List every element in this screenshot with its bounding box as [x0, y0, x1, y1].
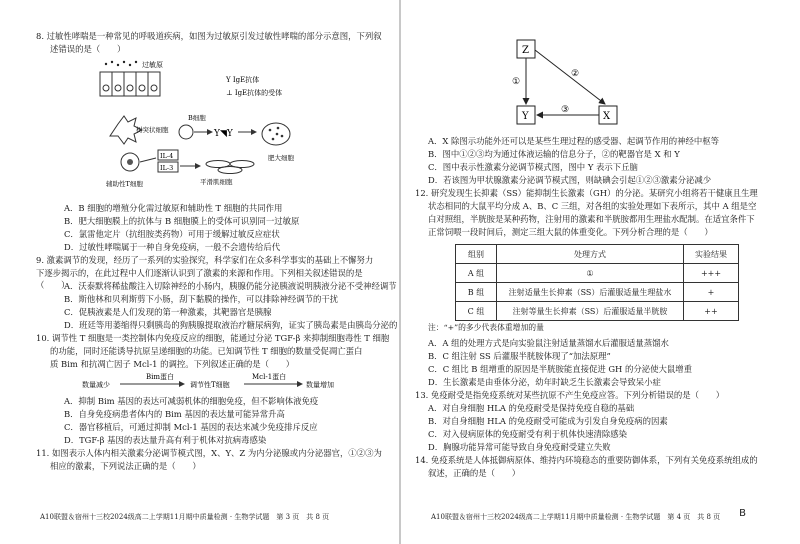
q12-option-a: A．A 组的处理方式是向实验鼠注射适量蒸馏水后灌服适量蒸馏水: [428, 338, 669, 348]
allergic-asthma-figure: [88, 58, 318, 198]
treg-label: 调节性T细胞: [190, 381, 230, 389]
increase-label: 数量增加: [306, 381, 334, 389]
q11-stem-line2: 相应的激素，下列说法正确的是（ ）: [50, 461, 201, 471]
circle-1: ①: [512, 77, 521, 87]
q12-stem-line4: 正常饲喂一段时间后，测定三组大鼠的体重变化。下列分析合理的是（ ）: [428, 227, 713, 237]
mcl1-label: Mcl-1蛋白: [252, 373, 287, 381]
q10-stem-line1: 10. 调节性 T 细胞是一类控制体内免疫反应的细胞，能通过分泌 TGF-β 来抑制细胞毒性 T 细胞: [36, 333, 390, 343]
antibody-glyphs: Y◥Y: [214, 129, 233, 139]
q8-option-b: B．肥大细胞膜上的抗体与 B 细胞膜上的受体可识别同一过敏原: [64, 216, 300, 226]
q13-option-d: D．胸腺功能异常可能导致自身免疫耐受建立失败: [428, 442, 611, 452]
table-row: [456, 302, 739, 321]
right-page: [401, 0, 800, 544]
q8-option-d: D．过敏性哮喘属于一种自身免疫病，一般不会遗传给后代: [64, 242, 281, 252]
q14-stem-line2: 叙述，正确的是（ ）: [428, 468, 521, 478]
table-header: 组别: [456, 245, 497, 264]
table-row: [456, 283, 739, 302]
q11-option-d: D．若该图为甲状腺激素分泌调节模式图，则缺碘会引起①②③激素分泌减少: [428, 175, 712, 185]
q13-option-b: B．对自身细胞 HLA 的免疫耐受可能成为引发自身免疫病的因素: [428, 416, 668, 426]
q9-option-c: C．促胰液素是人们发现的第一种激素，其靶器官是胰腺: [64, 307, 272, 317]
q9-option-b: B．斯他林和贝利斯剪下小肠，刮下黏膜的操作，可以排除神经调节的干扰: [64, 294, 339, 304]
table-cell: ①: [497, 264, 684, 283]
q12-table: [455, 244, 739, 321]
table-cell: B 组: [456, 283, 497, 302]
allergen-label: 过敏原: [142, 61, 163, 69]
b-cell-label: B细胞: [188, 114, 206, 122]
table-header: 实验结果: [684, 245, 739, 264]
il4-label: IL-4: [160, 152, 174, 160]
q10-stem-line3: 质 Bim 和抗凋亡因子 Mcl-1 的调控。下列叙述正确的是（ ）: [50, 359, 295, 369]
epithelium: [100, 72, 160, 96]
q8-stem-line2: 述错误的是（ ）: [50, 44, 126, 54]
q10-option-c: C．器官移植后，可通过抑制 Mcl-1 基因的表达来减少免疫排斥反应: [64, 422, 318, 432]
table-header-row: [456, 245, 739, 264]
q12-option-b: B．C 组注射 SS 后灌服半胱胺体现了“加法原理”: [428, 351, 611, 361]
right-footer: A10联盟＆宿州十三校2024级高二上学期11月期中质量检测 · 生物学试题 第 4 页 共 8 页: [431, 513, 721, 521]
circle-2: ②: [571, 69, 580, 79]
q10-option-d: D．TGF-β 基因的表达量升高有利于机体对抗病毒感染: [64, 435, 267, 445]
allergen-dots: [105, 61, 137, 66]
q9-option-a: A．沃泰默将稀盐酸注入切除神经的小肠内，胰腺仍能分泌胰液说明胰液分泌不受神经调节: [64, 281, 397, 291]
b-cell: [179, 125, 193, 139]
node-x-label: X: [603, 111, 611, 122]
table-cell: 注射适量生长抑素（SS）后灌服适量生理盐水: [497, 283, 684, 302]
left-footer: A10联盟＆宿州十三校2024级高二上学期11月期中质量检测 · 生物学试题 第 3 页 共 8 页: [40, 513, 330, 521]
q8-option-a: A．B 细胞的增殖分化需过敏原和辅助性 T 细胞的共同作用: [64, 203, 283, 213]
q8-stem-line1: 8. 过敏性哮喘是一种常见的呼吸道疾病，如图为过敏原引发过敏性哮喘的部分示意图，下列叙: [36, 31, 382, 41]
table-cell: ++: [684, 302, 739, 321]
table-row: [456, 264, 739, 283]
q11-option-b: B．图中①②③均为通过体液运输的信息分子，②的靶器官是 X 和 Y: [428, 149, 680, 159]
hormone-regulation-diagram: [511, 36, 631, 128]
q12-note: 注：“+”的多少代表体重增加的量: [428, 323, 544, 332]
table-cell: +++: [684, 264, 739, 283]
table-cell: +: [684, 283, 739, 302]
q12-stem-line3: 白对照组，半胱胺是某种药物，注射用的激素和半胱胺都用生理盐水配制。在适宜条件下: [428, 214, 755, 224]
node-z-label: Z: [522, 45, 529, 56]
q13-option-c: C．对入侵病原体的免疫耐受有利于机体快速清除感染: [428, 429, 628, 439]
table-cell: A 组: [456, 264, 497, 283]
q12-option-d: D．生长激素是由垂体分泌，幼年时缺乏生长激素会导致呆小症: [428, 377, 661, 387]
q11-option-a: A．X 除图示功能外还可以是某些生理过程的感受器、起调节作用的神经中枢等: [428, 136, 720, 146]
left-page: [0, 0, 399, 544]
arrow-z-to-x: [535, 50, 605, 104]
q14-stem-line1: 14. 免疫系统是人体抵御病原体、维持内环境稳态的重要防御体系，下列有关免疫系统组成的: [415, 455, 758, 465]
legend-ige-antibody: Y IgE抗体: [226, 76, 260, 84]
q10-stem-line2: 的功能，同时还能诱导抗原呈递细胞的功能。已知调节性 T 细胞的数量受促凋亡蛋白: [50, 346, 363, 356]
legend-ige-receptor: ⊥ IgE抗体的受体: [226, 89, 283, 97]
corner-mark: B: [739, 508, 746, 519]
q12-stem-line2: 状态相同的大鼠平均分成 A、B、C 三组，对各组的实验处理如下表所示，其中 A 组是空: [428, 201, 757, 211]
bim-label: Bim蛋白: [146, 373, 175, 381]
q13-stem: 13. 免疫耐受是指免疫系统对某些抗原不产生免疫应答。下列分析错误的是（ ）: [415, 390, 725, 400]
q8-option-c: C．氯雷他定片（抗组胺类药物）可用于缓解过敏反应症状: [64, 229, 280, 239]
q13-option-a: A．对自身细胞 HLA 的免疫耐受是保持免疫自稳的基础: [428, 403, 635, 413]
q9-stem-line2: 们逐渐认识到了激素的来源和作用。下列相关叙述错误的是（ ）: [36, 267, 363, 290]
table-cell: 注射等量生长抑素（SS）后灌服适量半胱胺: [497, 302, 684, 321]
smooth-muscle-label: 平滑肌细胞: [200, 178, 233, 186]
q9-option-d: D．班廷等用萎缩得只剩胰岛的狗胰腺提取液治疗糖尿病狗，证实了胰岛素是由胰岛分泌的: [64, 320, 398, 330]
helper-t-label: 辅助性T细胞: [106, 180, 143, 188]
smooth-muscle-cells: [206, 161, 254, 174]
q11-stem-line1: 11. 如图表示人体内相关激素分泌调节模式图，X、Y、Z 为内分泌腺或内分泌器官，①②③为: [36, 448, 382, 458]
q9-stem-line1: 9. 激素调节的发现，经历了一系列的实验探究，科学家们在众多科学事实的基础上不懈努力下逐步揭示的，在此过程中人: [36, 255, 374, 278]
q10-option-a: A．抑制 Bim 基因的表达可减弱机体的细胞免疫，但不影响体液免疫: [64, 396, 319, 406]
q11-option-c: C．图中表示性激素分泌调节模式图，图中 Y 表示下丘脑: [428, 162, 638, 172]
q12-stem-line1: 12. 研究发现生长抑素（SS）能抑制生长激素（GH）的分泌。某研究小组将若干健康且生理: [415, 188, 758, 198]
decrease-label: 数量减少: [82, 381, 110, 389]
mast-cell-label: 肥大细胞: [268, 154, 294, 162]
q10-option-b: B．自身免疫病患者体内的 Bim 基因的表达量可能异常升高: [64, 409, 285, 419]
il3-label: IL-3: [160, 164, 174, 172]
circle-3: ③: [561, 105, 570, 115]
table-header: 处理方式: [497, 245, 684, 264]
table-cell: C 组: [456, 302, 497, 321]
dendritic-cell-label: 树突状细胞: [136, 126, 169, 134]
node-y-label: Y: [522, 111, 529, 122]
q12-option-c: C．C 组比 B 组增重的原因是半胱胺能直接促进 GH 的分泌使大鼠增重: [428, 364, 693, 374]
treg-regulation-diagram: [80, 371, 350, 393]
